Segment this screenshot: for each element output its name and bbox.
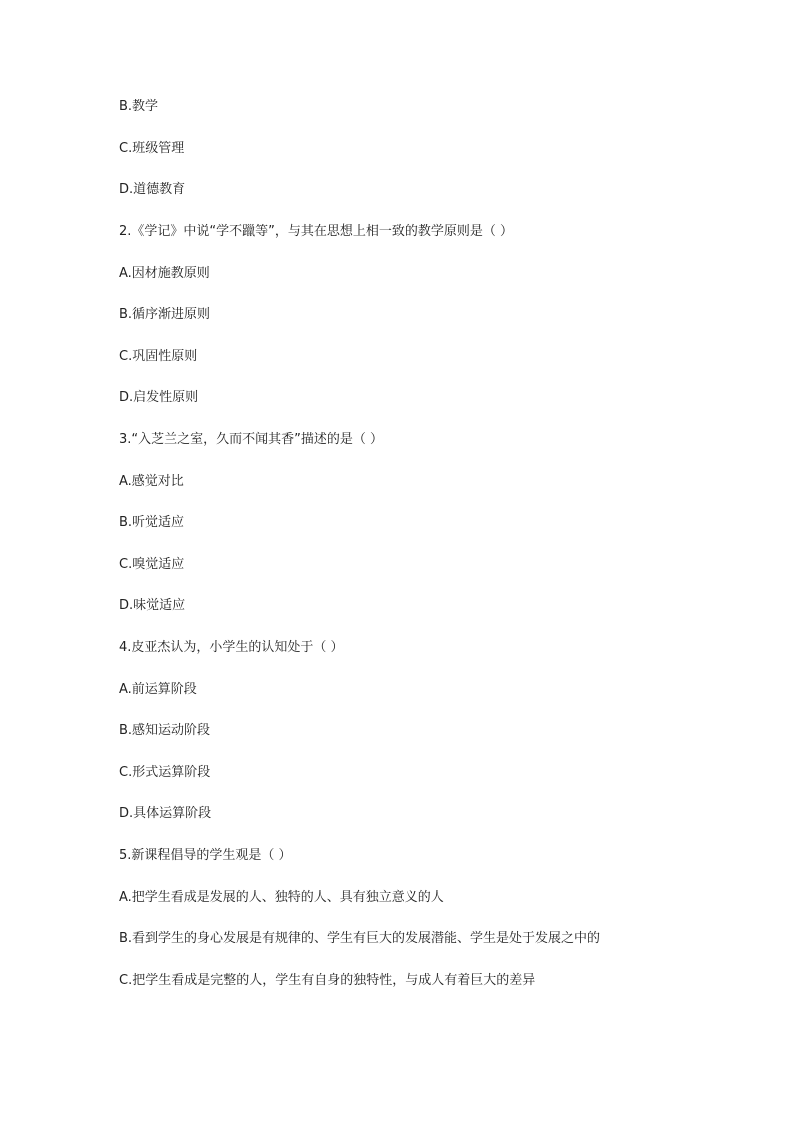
question-line: 5.新课程倡导的学生观是（ ）	[119, 848, 292, 863]
option-line: D.具体运算阶段	[119, 806, 212, 821]
option-line: D.味觉适应	[119, 598, 186, 613]
question-line: 3.“入芝兰之室，久而不闻其香”描述的是（ ）	[119, 432, 384, 447]
option-line: B.看到学生的身心发展是有规律的、学生有巨大的发展潜能、学生是处于发展之中的	[119, 931, 601, 946]
option-line: C.班级管理	[119, 141, 185, 156]
question-line: 4.皮亚杰认为，小学生的认知处于（ ）	[119, 640, 344, 655]
question-line: 2.《学记》中说“学不躐等”，与其在思想上相一致的教学原则是（ ）	[119, 224, 514, 239]
option-line: B.感知运动阶段	[119, 723, 211, 738]
option-line: D.道德教育	[119, 182, 186, 197]
option-line: A.感觉对比	[119, 474, 184, 489]
option-line: B.教学	[119, 99, 159, 114]
option-line: D.启发性原则	[119, 390, 199, 405]
option-line: B.循序渐进原则	[119, 307, 211, 322]
option-line: C.形式运算阶段	[119, 765, 211, 780]
option-line: A.前运算阶段	[119, 682, 197, 697]
option-line: C.巩固性原则	[119, 349, 198, 364]
option-line: C.把学生看成是完整的人，学生有自身的独特性，与成人有着巨大的差异	[119, 973, 536, 988]
option-line: C.嗅觉适应	[119, 557, 185, 572]
option-line: A.因材施教原则	[119, 266, 210, 281]
option-line: A.把学生看成是发展的人、独特的人、具有独立意义的人	[119, 890, 444, 905]
option-line: B.听觉适应	[119, 515, 185, 530]
